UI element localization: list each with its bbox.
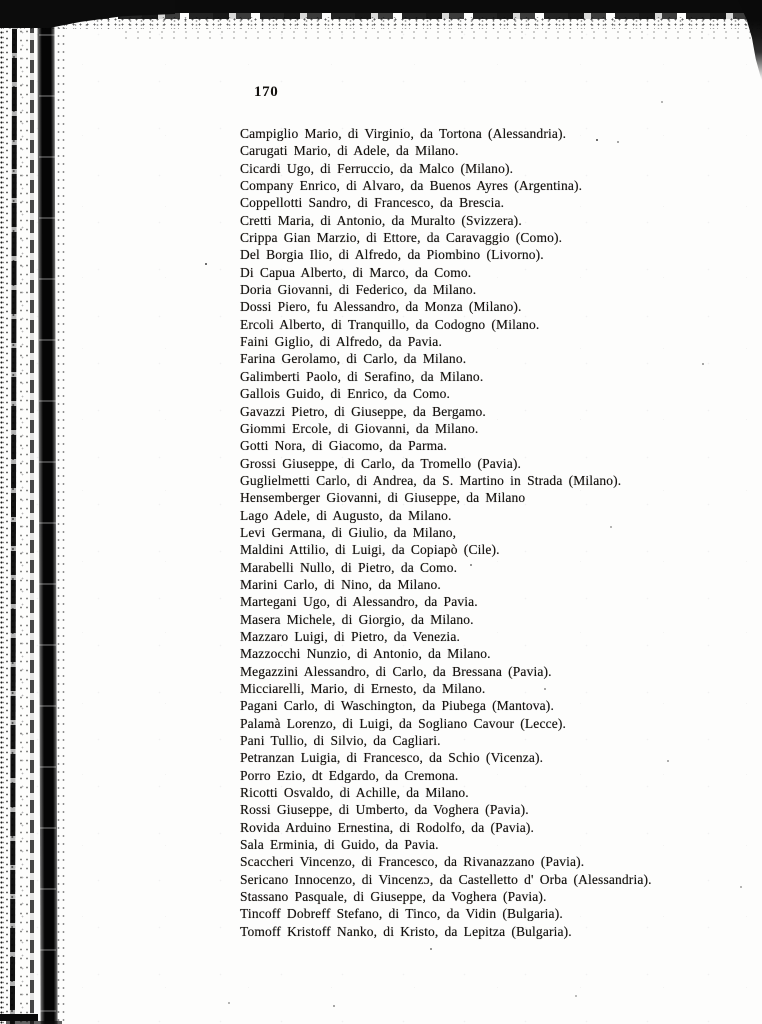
list-item: Gavazzi Pietro, di Giuseppe, da Bergamo.	[240, 403, 486, 419]
list-item: Mazzocchi Nunzio, di Antonio, da Milano.	[240, 646, 491, 662]
scan-artifact-left-noise	[18, 0, 30, 1024]
list-item: Galimberti Paolo, di Serafino, da Milano.	[240, 368, 484, 384]
list-item: Porro Ezio, dt Edgardo, da Cremona.	[240, 767, 459, 783]
scan-artifact-binding-line	[30, 0, 34, 1024]
ink-speck	[205, 263, 207, 265]
list-item: Levi Germana, di Giulio, da Milano,	[240, 524, 457, 540]
scan-artifact-top-edge	[0, 12, 762, 19]
list-item: Petranzan Luigia, di Francesco, da Schio (Vicenza).	[240, 750, 544, 766]
list-item: Ricotti Osvaldo, di Achille, da Milano.	[240, 785, 469, 801]
list-item: Pagani Carlo, di Waschington, da Piubega (Mantova).	[240, 698, 554, 714]
list-item: Scaccheri Vincenzo, di Francesco, da Rivanazzano (Pavia).	[240, 854, 585, 870]
scan-artifact-binding-bar	[39, 0, 56, 1024]
page-number: 170	[254, 84, 279, 100]
list-item: Stassano Pasquale, di Giuseppe, da Voghera (Pavia).	[240, 889, 547, 905]
list-item: Grossi Giuseppe, di Carlo, da Tromello (Pavia).	[240, 455, 522, 471]
list-item: Crippa Gian Marzio, di Ettore, da Caravaggio (Como).	[240, 230, 563, 246]
list-item: Carugati Mario, di Adele, da Milano.	[240, 143, 459, 159]
list-item: Sericano Innocenzo, di Vincenzɔ, da Castelletto d' Orba (Alessandria).	[240, 871, 652, 887]
scan-artifact-left-noise	[5, 0, 10, 1024]
scan-artifact-bottom-left	[0, 1014, 38, 1021]
scan-artifact-binding-bar	[37, 0, 57, 1024]
list-item: Faini Giglio, di Alfredo, da Pavia.	[240, 334, 442, 350]
ink-speck	[575, 995, 577, 997]
list-item: Micciarelli, Mario, di Ernesto, da Milano.	[240, 681, 486, 696]
list-item: Gallois Guido, di Enrico, da Como.	[240, 386, 451, 402]
list-item: Di Capua Alberto, di Marco, da Como.	[240, 264, 472, 280]
scan-artifact-top-right-corner	[738, 0, 762, 82]
list-item: Del Borgia Ilio, di Alfredo, da Piombino (Livorno).	[240, 247, 544, 263]
list-item: Marabelli Nullo, di Pietro, da Como.	[240, 559, 458, 575]
list-item: Campiglio Mario, di Virginio, da Tortona (Alessandria).	[240, 126, 567, 141]
list-item: Sala Erminia, di Guido, da Pavia.	[240, 837, 439, 853]
list-item: Dossi Piero, fu Alessandro, da Monza (Milano).	[240, 299, 522, 315]
list-item: Guglielmetti Carlo, di Andrea, da S. Martino in Strada (Milano).	[240, 472, 622, 488]
scan-artifact-left-noise	[56, 0, 65, 1024]
list-item: Rovida Arduino Ernestina, di Rodolfo, da (Pavia).	[240, 819, 535, 835]
list-item: Tomoff Kristoff Nanko, di Kristo, da Lepitza (Bulgaria).	[240, 923, 572, 939]
scan-artifact-top-left-corner	[0, 0, 175, 28]
name-list	[240, 125, 745, 940]
list-item: Masera Michele, di Giorgio, da Milano.	[240, 611, 474, 627]
list-item: Pani Tullio, di Silvio, da Cagliari.	[240, 733, 441, 749]
list-item: Palamà Lorenzo, di Luigi, da Sogliano Cavour (Lecce).	[240, 715, 567, 731]
list-item: Lago Adele, di Augusto, da Milano.	[240, 507, 452, 523]
list-item: Tincoff Dobreff Stefano, di Tinco, da Vidin (Bulgaria).	[240, 906, 563, 922]
list-item: Cretti Maria, di Antonio, da Muralto (Svizzera).	[240, 212, 522, 228]
scan-artifact-top-edge	[0, 0, 762, 13]
list-item: Gotti Nora, di Giacomo, da Parma.	[240, 438, 447, 454]
list-item: Giommi Ercole, di Giovanni, da Milano.	[240, 420, 479, 436]
list-item: Mazzaro Luigi, di Pietro, da Venezia.	[240, 628, 460, 644]
ink-speck	[430, 948, 432, 950]
ink-speck	[228, 1002, 230, 1004]
list-item: Coppellotti Sandro, di Francesco, da Brescia.	[240, 195, 505, 211]
scan-artifact-top-noise	[120, 29, 762, 43]
list-item: Company Enrico, di Alvaro, da Buenos Ayres (Argentina).	[240, 178, 583, 194]
scan-artifact-binding-line	[10, 0, 17, 1024]
list-item: Megazzini Alessandro, di Carlo, da Bressana (Pavia).	[240, 663, 552, 679]
ink-speck	[333, 1005, 335, 1007]
list-item: Cicardi Ugo, di Ferruccio, da Malco (Milano).	[240, 160, 514, 176]
scan-artifact-left-noise	[0, 0, 4, 1024]
ink-speck	[661, 101, 663, 103]
list-item: Farina Gerolamo, di Carlo, da Milano.	[240, 351, 467, 367]
scan-artifact-top-noise	[0, 17, 762, 29]
list-item: Ercoli Alberto, di Tranquillo, da Codogno (Milano.	[240, 316, 540, 332]
list-item: Marini Carlo, di Nino, da Milano.	[240, 576, 441, 592]
list-item: Doria Giovanni, di Federico, da Milano.	[240, 282, 477, 298]
list-item: Hensemberger Giovanni, di Giuseppe, da Milano	[240, 490, 526, 506]
list-item: Martegani Ugo, di Alessandro, da Pavia.	[240, 594, 478, 610]
list-item: Maldini Attilio, di Luigi, da Copiapò (Cile).	[240, 542, 500, 558]
list-item: Rossi Giuseppe, di Umberto, da Voghera (Pavia).	[240, 802, 529, 818]
